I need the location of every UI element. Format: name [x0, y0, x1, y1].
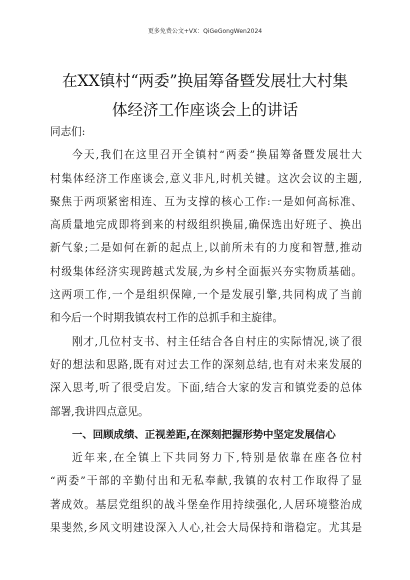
header-note: 更多免费公文+VX：QiGeGongWen2024 [147, 28, 263, 35]
text-line: 新气象;二是如何在新的起点上,以前所未有的力度和智慧,推动 [50, 242, 362, 255]
text-line: 刚才,几位村支书、村主任结合各自村庄的实际情况,谈了很 [72, 335, 362, 348]
document-title [36, 67, 374, 125]
text-line: 聚焦于两项紧密相连、互为支撑的核心工作:一是如何高标准、 [50, 195, 362, 208]
title-line-1: 在XX镇村“两委”换届筹备暨发展壮大村集 [62, 72, 348, 90]
section-heading: 一、回顾成绩、正视差距,在深刻把握形势中坚定发展信心 [72, 428, 336, 441]
text-line: 果斐然,乡风文明建设深入人心,社会大局保持和谐稳定。尤其是 [50, 522, 362, 535]
text-line: 著成效。基层党组织的战斗堡垒作用持续强化,人居环境整治成 [50, 498, 362, 511]
text-line: 这两项工作,一个是组织保障,一个是发展引擎,共同构成了当前 [50, 289, 362, 302]
text-line: 深入思考,听了很受启发。下面,结合大家的发言和镇党委的总体 [50, 382, 362, 395]
text-line: 和今后一个时期我镇农村工作的总抓手和主旋律。 [50, 312, 284, 325]
text-line: 村集体经济工作座谈会,意义非凡,时机关键。这次会议的主题, [50, 172, 362, 185]
text-line: “两委”干部的辛勤付出和无私奉献,我镇的农村工作取得了显 [50, 475, 362, 488]
paragraph-lines [50, 144, 362, 540]
title-line-2: 体经济工作座谈会上的讲话 [111, 101, 298, 119]
text-line: 村级集体经济实现跨越式发展,为乡村全面振兴夯实物质基础。 [50, 265, 362, 278]
text-line: 好的想法和思路,既有对过去工作的深刻总结,也有对未来发展的 [50, 358, 362, 371]
text-line: 高质量地完成即将到来的村级组织换届,确保选出好班子、换出 [50, 219, 362, 232]
text-line: 部署,我讲四点意见。 [50, 405, 149, 418]
salutation: 同志们: [50, 126, 86, 138]
text-line: 今天,我们在这里召开全镇村“两委”换届筹备暨发展壮大 [72, 149, 362, 162]
text-line: 近年来,在全镇上下共同努力下,特别是依靠在座各位村 [72, 452, 362, 465]
document-body [50, 121, 362, 540]
